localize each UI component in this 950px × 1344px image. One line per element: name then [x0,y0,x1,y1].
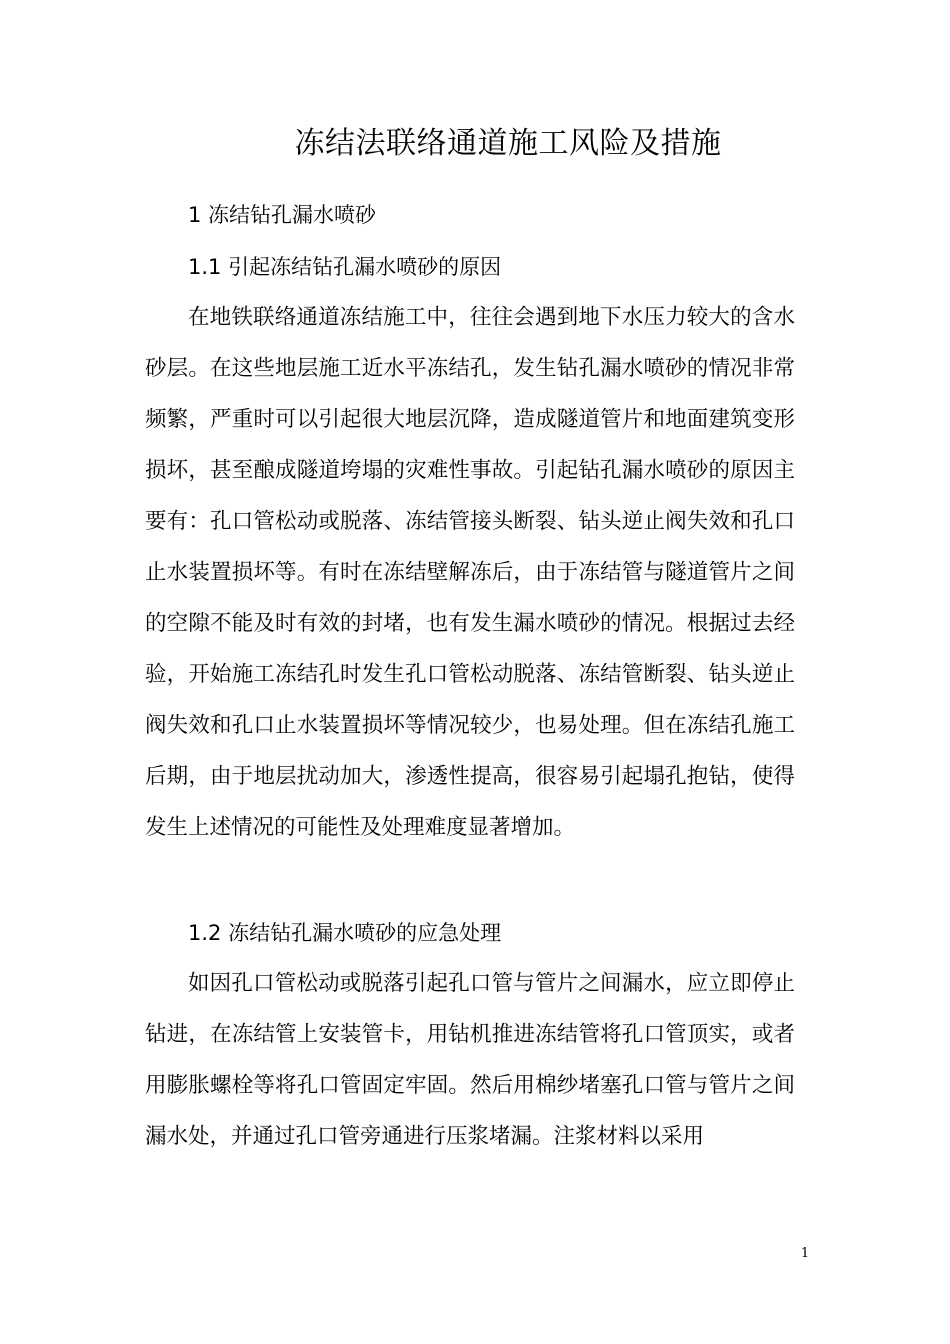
section-heading-1: 1 冻结钻孔漏水喷砂 [188,203,377,227]
page-number: 1 [800,1246,810,1261]
document-title: 冻结法联络通道施工风险及措施 [294,126,722,161]
paragraph-causes: 在地铁联络通道冻结施工中，往往会遇到地下水压力较大的含水砂层。在这些地层施工近水平冻结孔，发生钻孔漏水喷砂的情况非常频繁，严重时可以引起很大地层沉降，造成隧道管片和地面建筑变形损坏，甚至酿成隧道垮塌的灾难性事故。引起钻孔漏水喷砂的原因主要有：孔口管松动或脱落、冻结管接头断裂、钻头逆止阀失效和孔口止水装置损坏等。有时在冻结壁解冻后，由于冻结管与隧道管片之间的空隙不能及时有效的封堵，也有发生漏水喷砂的情况。根据过去经验，开始施工冻结孔时发生孔口管松动脱落、冻结管断裂、钻头逆止阀失效和孔口止水装置损坏等情况较少，也易处理。但在冻结孔施工后期，由于地层扰动加大，渗透性提高，很容易引起塌孔抱钻，使得发生上述情况的可能性及处理难度显著增加。 [145,305,795,840]
section-heading-1-2: 1.2 冻结钻孔漏水喷砂的应急处理 [188,921,502,945]
section-heading-1-1: 1.1 引起冻结钻孔漏水喷砂的原因 [188,255,502,279]
paragraph-emergency-handling: 如因孔口管松动或脱落引起孔口管与管片之间漏水，应立即停止钻进，在冻结管上安装管卡，用钻机推进冻结管将孔口管顶实，或者用膨胀螺栓等将孔口管固定牢固。然后用棉纱堵塞孔口管与管片之间漏水处，并通过孔口管旁通进行压浆堵漏。注浆材料以采用 [145,971,795,1149]
